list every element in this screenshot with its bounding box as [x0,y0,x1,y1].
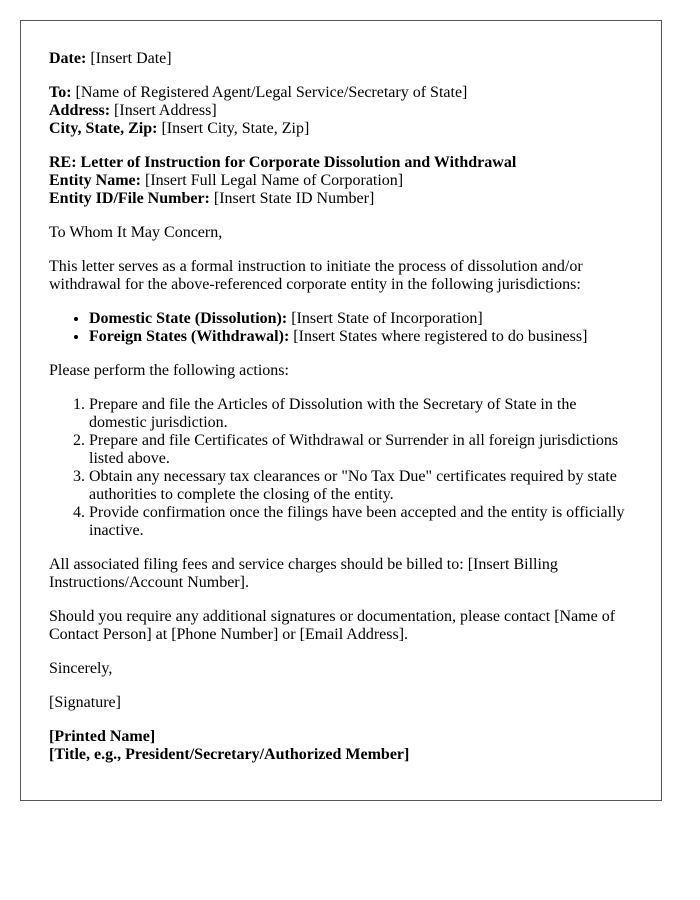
city-label: City, State, Zip: [49,120,158,137]
entity-name-label: Entity Name: [49,172,141,189]
address-value: [Insert Address] [110,102,217,119]
date-line [49,50,633,68]
entity-id-value: [Insert State ID Number] [209,190,375,207]
date-value: [Insert Date] [86,50,172,67]
intro-paragraph: This letter serves as a formal instruction to initiate the process of dissolution and/or withdrawal for the above-referenced corporate entity in the following jurisdictions: [49,258,583,293]
signer-title: [Title, e.g., President/Secretary/Authorized Member] [49,746,410,763]
signer-block [49,728,633,764]
jurisdiction-value: [Insert States where registered to do business] [289,328,588,345]
reference-block [49,154,633,208]
city-value: [Insert City, State, Zip] [157,120,310,137]
list-item: 3. Obtain any necessary tax clearances or "No Tax Due" certificates required by state authorities to complete the closing of the entity. [89,468,633,504]
address-label: Address: [49,102,111,119]
to-value: [Name of Registered Agent/Legal Service/Secretary of State] [71,84,468,101]
list-item [89,328,633,346]
entity-name-value: [Insert Full Legal Name of Corporation] [140,172,404,189]
printed-name: [Printed Name] [49,728,156,745]
list-item: 2. Prepare and file Certificates of Withdrawal or Surrender in all foreign jurisdictions listed above. [89,432,633,468]
letter-document [20,20,662,801]
contact-paragraph: Should you require any additional signatures or documentation, please contact [Name of Contact Person] at [Phone Number] or [Email Address]. [49,608,616,643]
salutation: To Whom It May Concern, [49,224,223,241]
billing-paragraph: All associated filing fees and service charges should be billed to: [Insert Billing Instructions/Account Number]. [49,556,558,591]
jurisdiction-list [49,310,633,346]
jurisdiction-label: Foreign States (Withdrawal): [89,328,290,345]
list-item: 4. Provide confirmation once the filings have been accepted and the entity is officially inactive. [89,504,633,540]
list-item: 1. Prepare and file the Articles of Dissolution with the Secretary of State in the domestic jurisdiction. [89,396,633,432]
date-label: Date: [49,50,87,67]
entity-id-label: Entity ID/File Number: [49,190,210,207]
jurisdiction-value: [Insert State of Incorporation] [287,310,483,327]
actions-list [49,396,633,540]
recipient-block [49,84,633,138]
signature: [Signature] [49,694,121,711]
list-item [89,310,633,328]
sign-off: Sincerely, [49,660,113,677]
to-label: To: [49,84,72,101]
jurisdiction-label: Domestic State (Dissolution): [89,310,288,327]
actions-intro: Please perform the following actions: [49,362,289,379]
re-line: RE: Letter of Instruction for Corporate Dissolution and Withdrawal [49,154,517,171]
